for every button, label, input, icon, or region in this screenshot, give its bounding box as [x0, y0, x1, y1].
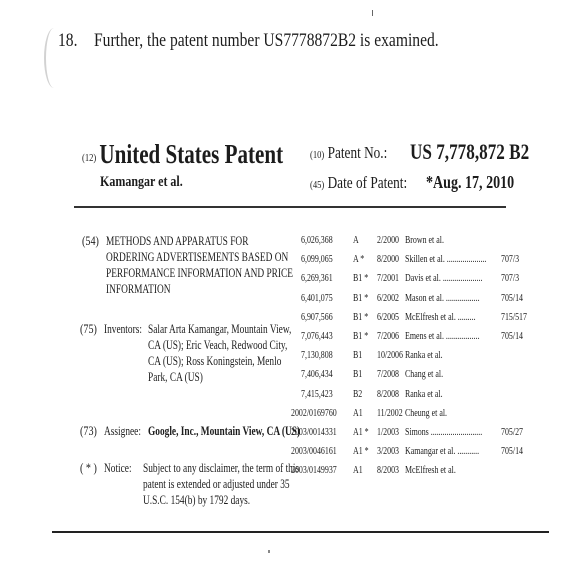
- reference-name: Emens et al. .................: [405, 330, 480, 342]
- kind-code: (12): [82, 152, 97, 164]
- reference-kind: B1 *: [353, 330, 369, 342]
- reference-number: 2003/0149937: [291, 464, 337, 477]
- reference-date: 7/2008: [377, 368, 400, 381]
- invention-title-line: METHODS AND APPARATUS FOR: [106, 233, 249, 248]
- reference-kind: B1: [353, 349, 363, 362]
- reference-number: 6,099,065: [301, 253, 333, 266]
- patent-number-code: (10): [310, 149, 325, 161]
- reference-number: 7,076,443: [301, 330, 333, 342]
- reference-date: 6/2002: [377, 291, 400, 304]
- inventors-label: Inventors:: [104, 321, 142, 336]
- notice-line: patent is extended or adjusted under 35: [143, 476, 290, 491]
- invention-title-line: PERFORMANCE INFORMATION AND PRICE: [106, 265, 293, 280]
- inventors-code: (75): [80, 321, 97, 336]
- reference-class: 705/14: [501, 330, 524, 342]
- header-divider: [74, 206, 506, 208]
- reference-name: Ranka et al.: [405, 349, 443, 362]
- reference-number: 2002/0169760: [291, 406, 337, 419]
- reference-kind: B1: [353, 368, 363, 381]
- reference-kind: B1 *: [353, 291, 369, 304]
- date-label-block: [310, 173, 407, 193]
- reference-name: Brown et al.: [405, 234, 444, 246]
- reference-kind: A1 *: [353, 426, 369, 438]
- reference-kind: A *: [353, 253, 365, 266]
- reference-name: Mason et al. .................: [405, 291, 480, 304]
- assignee-label: Assignee:: [104, 423, 141, 438]
- inventors-line: Salar Arta Kamangar, Mountain View,: [148, 321, 292, 336]
- reference-name: Chang et al.: [405, 368, 444, 381]
- notice-label: Notice:: [104, 460, 132, 475]
- patent-number-label-block: [310, 143, 387, 163]
- scan-speck: [268, 550, 270, 553]
- reference-class: 705/14: [501, 445, 524, 458]
- reference-kind: A: [353, 234, 359, 246]
- reference-name: Cheung et al.: [405, 406, 448, 419]
- reference-class: 705/27: [501, 426, 524, 438]
- patent-number-value: US 7,778,872 B2: [410, 139, 530, 164]
- inventor-short: Kamangar et al.: [100, 174, 183, 190]
- reference-name: Davis et al. ....................: [405, 272, 483, 285]
- reference-date: 11/2002: [377, 406, 403, 419]
- reference-number: 7,130,808: [301, 349, 333, 362]
- reference-date: 6/2005: [377, 310, 400, 323]
- reference-number: 2003/0046161: [291, 445, 337, 458]
- reference-kind: B1 *: [353, 272, 369, 285]
- reference-name: McElfresh et al. .........: [405, 310, 476, 323]
- date-value: *Aug. 17, 2010: [426, 172, 515, 192]
- reference-number: 7,415,423: [301, 387, 333, 400]
- reference-name: Kamangar et al. ...........: [405, 445, 480, 458]
- notice-line: Subject to any disclaimer, the term of this: [143, 460, 300, 475]
- reference-number: 2003/0014331: [291, 426, 337, 438]
- reference-class: 707/3: [501, 272, 520, 285]
- reference-number: 6,269,361: [301, 272, 333, 285]
- patent-number-label: Patent No.:: [327, 143, 388, 162]
- reference-date: 3/2003: [377, 445, 400, 458]
- patent-title: United States Patent: [99, 139, 284, 169]
- date-label: Date of Patent:: [327, 173, 408, 192]
- reference-kind: A1 *: [353, 445, 369, 458]
- reference-class: 707/3: [501, 253, 520, 266]
- reference-name: McElfresh et al.: [405, 464, 456, 477]
- reference-kind: A1: [353, 464, 363, 477]
- date-code: (45): [310, 179, 325, 191]
- footer-divider: [52, 531, 549, 533]
- reference-name: Simons ..........................: [405, 426, 483, 438]
- assignee-value: Google, Inc., Mountain View, CA (US): [148, 423, 301, 438]
- patent-title-block: [82, 139, 283, 170]
- notice-line: U.S.C. 154(b) by 1792 days.: [143, 492, 251, 507]
- inventors-line: CA (US); Eric Veach, Redwood City,: [148, 337, 288, 352]
- inventors-line: CA (US); Ross Koningstein, Menlo: [148, 353, 282, 368]
- reference-date: 7/2001: [377, 272, 400, 285]
- invention-title-line: ORDERING ADVERTISEMENTS BASED ON: [106, 249, 289, 264]
- reference-date: 1/2003: [377, 426, 400, 438]
- reference-date: 8/2003: [377, 464, 400, 477]
- assignee-code: (73): [80, 423, 97, 438]
- reference-name: Ranka et al.: [405, 387, 443, 400]
- reference-kind: B2: [353, 387, 363, 400]
- reference-number: 7,406,434: [301, 368, 333, 381]
- reference-class: 715/517: [501, 310, 527, 323]
- reference-number: 6,026,368: [301, 234, 333, 246]
- reference-class: 705/14: [501, 291, 524, 304]
- reference-date: 7/2006: [377, 330, 400, 342]
- reference-name: Skillen et al. ....................: [405, 253, 487, 266]
- invention-title-line: INFORMATION: [106, 281, 171, 296]
- notice-code: ( * ): [80, 460, 97, 475]
- question-text: Further, the patent number US7778872B2 is examined.: [94, 30, 439, 51]
- title-code: (54): [82, 233, 99, 248]
- reference-date: 8/2008: [377, 387, 400, 400]
- reference-kind: B1 *: [353, 310, 369, 323]
- reference-number: 6,907,566: [301, 310, 333, 323]
- inventors-line: Park, CA (US): [148, 369, 203, 384]
- scan-mark: [372, 10, 373, 16]
- reference-kind: A1: [353, 406, 363, 419]
- reference-date: 2/2000: [377, 234, 400, 246]
- question-number: 18.: [58, 30, 78, 51]
- reference-date: 10/2006: [377, 349, 403, 362]
- reference-number: 6,401,075: [301, 291, 333, 304]
- reference-date: 8/2000: [377, 253, 400, 266]
